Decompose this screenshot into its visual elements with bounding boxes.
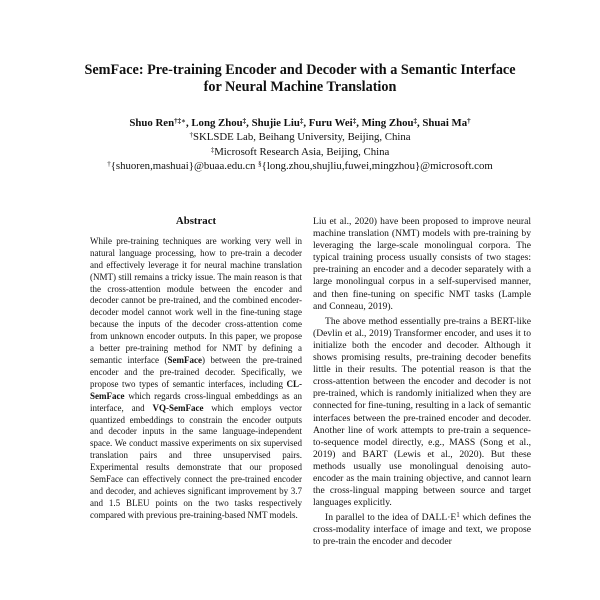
term-cl-semface: CL-SemFace [90,378,302,401]
left-column [90,216,302,522]
abstract-heading: Abstract [175,215,217,227]
author-marker: ‡ [413,117,417,125]
author-name: Shujie Liu [251,117,300,129]
author-name: Shuo Ren [129,117,175,129]
affiliation: †SKLSDE Lab, Beihang University, Beijing, China [189,131,411,144]
author-block [40,116,560,174]
author-marker: ‡ [242,117,247,125]
right-column [313,216,531,549]
author-marker: †‡∗ [174,117,186,125]
email-address: {shuoren,mashuai}@buaa.edu.cn [110,160,256,173]
term-vq-semface: VQ-SemFace [152,402,204,413]
affiliation-marker: ‡ [210,145,215,154]
body-paragraph: Liu et al., 2020) have been proposed to improve neural machine translation (NMT) models with pre-training by leveraging the large-scale monolingual corpora. The typical training process usually consists of two stages: pre-training an encoder and a decoder separately with a large monolingual corpus in a self-supervised manner, and then fine-tuning on specific NMT tasks (Lample and Conneau, 2019). [313,216,531,312]
author-name: Shuai Ma [422,117,468,129]
title-line-1: SemFace: Pre-training Encoder and Decoder with a Semantic Interface [84,62,516,78]
email-marker: § [258,160,262,169]
email-address: {long.zhou,shujliu,fuwei,mingzhou}@microsoft.com [261,160,493,173]
affiliation: ‡Microsoft Research Asia, Beijing, China [210,145,390,158]
author-name: Long Zhou [191,117,243,129]
author-marker: ‡ [299,117,304,125]
author-name: Furu Wei [308,117,353,129]
body-paragraph: The above method essentially pre-trains a BERT-like (Devlin et al., 2019) Transformer encoder, and uses it to initialize both the encoder and decoder. Although it shows promising results, pre-training decoder benefits little in their results. The potential reason is that the cross-attention between the encoder and decoder is not pre-trained, which is randomly initialized when they are connected for fine-tuning, resulting in a lack of semantic interfaces between the pre-trained encoder and decoder. Another line of work attempts to pre-train a sequence-to-sequence model directly, e.g., MASS (Song et al., 2019) and BART (Lewis et al., 2020). But these methods usually use monolingual denoising auto-encoder as the main training objective, and cannot learn the cross-lingual mapping between source and target languages explicitly. [313,315,531,509]
author-list: Shuo Ren†‡∗, Long Zhou‡, Shujie Liu‡, Furu Wei‡, Ming Zhou‡, Shuai Ma† [129,117,471,129]
author-name: Ming Zhou [361,117,414,129]
body-paragraph: In parallel to the idea of $DALL\cdot E^1$ which defines the cross-modality interface of image and text, we propose to pre-train the encoder and decoder [313,511,531,548]
author-marker: ‡ [352,117,357,125]
term-semface: SemFace [167,354,202,365]
title-line-2: for Neural Machine Translation [203,79,397,95]
abstract-paragraph: While pre-training techniques are working very well in natural language processing, how to pre-train a decoder and effectively leverage it for neural machine translation (NMT) still remains a tricky issue. The main reason is that the cross-attention module between the encoder and decoder cannot be pre-trained, and the combined encoder-decoder model cannot work well in the fine-tuning stage because the inputs of the decoder cross-attention come from unknown encoder outputs. In this paper, we propose a better pre-training method for NMT by defining a semantic interface (SemFace) between the pre-trained encoder and the pre-trained decoder. Specifically, we propose two types of semantic interfaces, including CL-SemFace which regards cross-lingual embeddings as an interface, and VQ-SemFace which employs vector quantized embeddings to constrain the encoder outputs and decoder inputs in the same language-independent space. We conduct massive experiments on six supervised translation pairs and three unsupervised pairs. Experimental results demonstrate that our proposed SemFace can effectively connect the pre-trained encoder and decoder, and achieves significant improvement by 3.7 and 1.5 BLEU points on the two tasks respectively compared with previous pre-training-based NMT models. [90,235,303,520]
author-marker: † [467,117,471,125]
paper-title [40,62,560,96]
email-marker: † [107,160,111,169]
footnote-marker: 1 [456,511,460,520]
affiliation-marker: † [189,131,193,140]
email-line [40,159,560,173]
